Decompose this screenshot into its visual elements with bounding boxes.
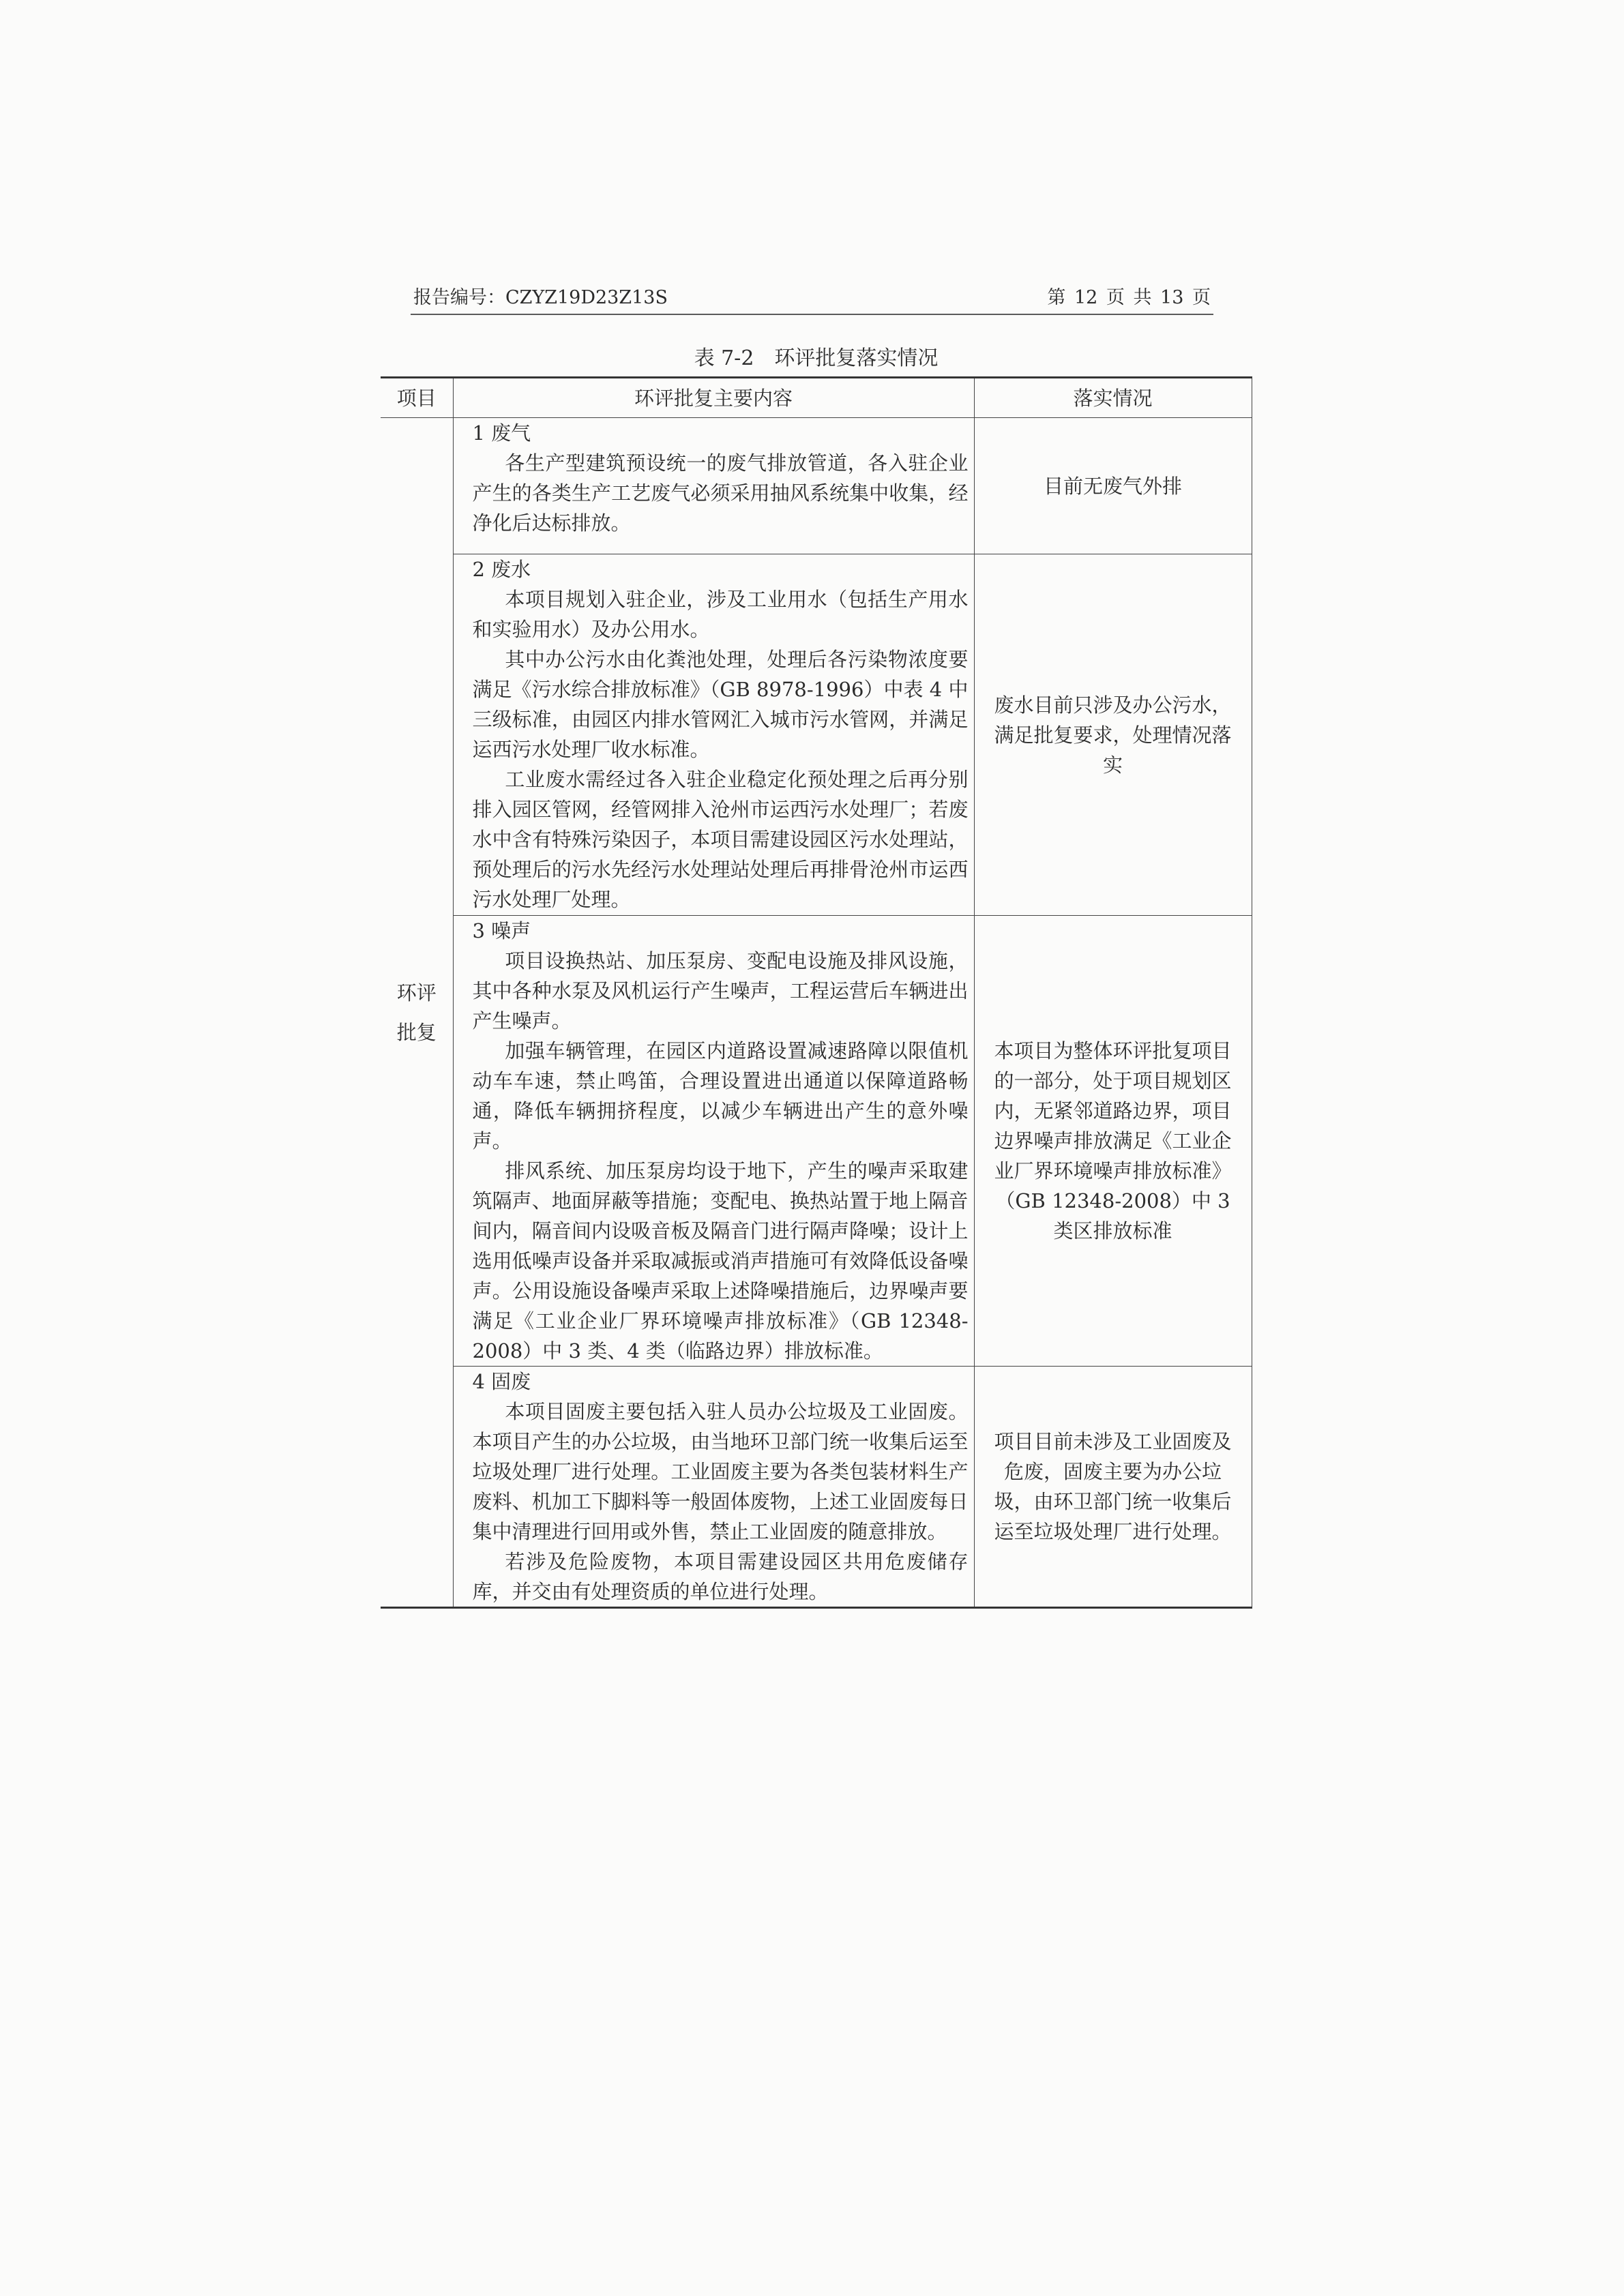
content-wastewater [453,554,974,916]
paragraph: 各生产型建筑预设统一的废气排放管道，各入驻企业产生的各类生产工艺废气必须采用抽风系统集中收集，经净化后达标排放。 [472,451,969,535]
status-noise: 本项目为整体环评批复项目的一部分，处于项目规划区内，无紧邻道路边界，项目边界噪声排放满足《工业企业厂界环境噪声排放标准》（GB 12348-2008）中 3 类区排放标准 [974,916,1252,1367]
header-item: 项目 [381,378,453,418]
paragraph: 工业废水需经过各入驻企业稳定化预处理之后再分别排入园区管网，经管网排入沧州市运西污水处理厂；若废水中含有特殊污染因子，本项目需建设园区污水处理站，预处理后的污水先经污水处理站处理后再排骨沧州市运西污水处理厂处理。 [472,768,969,911]
section-title: 3 噪声 [472,919,531,942]
paragraph: 排风系统、加压泵房均设于地下，产生的噪声采取建筑隔声、地面屏蔽等措施；变配电、换热站置于地上隔音间内，隔音间内设吸音板及隔音门进行隔声降噪；设计上选用低噪声设备并采取减振或消声措施可有效降低设备噪声。公用设施设备噪声采取上述降噪措施后，边界噪声要满足《工业企业厂界环境噪声排放标准》（GB 12348-2008）中 3 类、4 类（临路边界）排放标准。 [472,1159,969,1362]
section-title: 2 废水 [472,558,531,581]
section-title: 4 固废 [472,1370,531,1393]
paragraph: 加强车辆管理，在园区内道路设置减速路障以限值机动车车速，禁止鸣笛，合理设置进出通道以保障道路畅通，降低车辆拥挤程度，以减少车辆进出产生的意外噪声。 [472,1039,969,1152]
table-row-noise [381,916,1252,1367]
status-wastewater: 废水目前只涉及办公污水，满足批复要求，处理情况落实 [974,554,1252,916]
approval-implementation-table [381,376,1252,1609]
status-solid-waste: 项目目前未涉及工业固废及危废，固废主要为办公垃圾，由环卫部门统一收集后运至垃圾处理厂进行处理。 [974,1367,1252,1608]
page-number-info: 第 12 页 共 13 页 [1047,287,1211,308]
table-row-wastewater [381,554,1252,916]
content-exhaust-gas [453,418,974,554]
status-exhaust-gas: 目前无废气外排 [974,418,1252,554]
header-implementation: 落实情况 [974,378,1252,418]
section-title: 1 废气 [472,421,531,445]
header-approval-content: 环评批复主要内容 [453,378,974,418]
content-solid-waste [453,1367,974,1608]
paragraph: 本项目规划入驻企业，涉及工业用水（包括生产用水和实验用水）及办公用水。 [472,588,969,641]
table-caption: 表 7-2 环评批复落实情况 [694,346,939,370]
table-header-row [381,378,1252,418]
page-header [411,281,1213,315]
content-noise [453,916,974,1367]
paragraph: 项目设换热站、加压泵房、变配电设施及排风设施，其中各种水泵及风机运行产生噪声，工程运营后车辆进出产生噪声。 [472,949,969,1032]
paragraph: 其中办公污水由化粪池处理，处理后各污染物浓度要满足《污水综合排放标准》（GB 8978-1996）中表 4 中三级标准，由园区内排水管网汇入城市污水管网，并满足运西污水处理厂收水标准。 [472,648,969,761]
report-number: 报告编号：CZYZ19D23Z13S [413,287,668,308]
category-label: 环评批复 [396,981,437,1044]
table-row-solid-waste [381,1367,1252,1608]
category-cell [381,418,453,1608]
table-row-exhaust-gas [381,418,1252,554]
paragraph: 本项目固废主要包括入驻人员办公垃圾及工业固废。本项目产生的办公垃圾，由当地环卫部门统一收集后运至垃圾处理厂进行处理。工业固废主要为各类包装材料生产废料、机加工下脚料等一般固体废物，上述工业固废每日集中清理进行回用或外售，禁止工业固废的随意排放。 [472,1400,969,1543]
paragraph: 若涉及危险废物，本项目需建设园区共用危废储存库，并交由有处理资质的单位进行处理。 [472,1550,969,1603]
